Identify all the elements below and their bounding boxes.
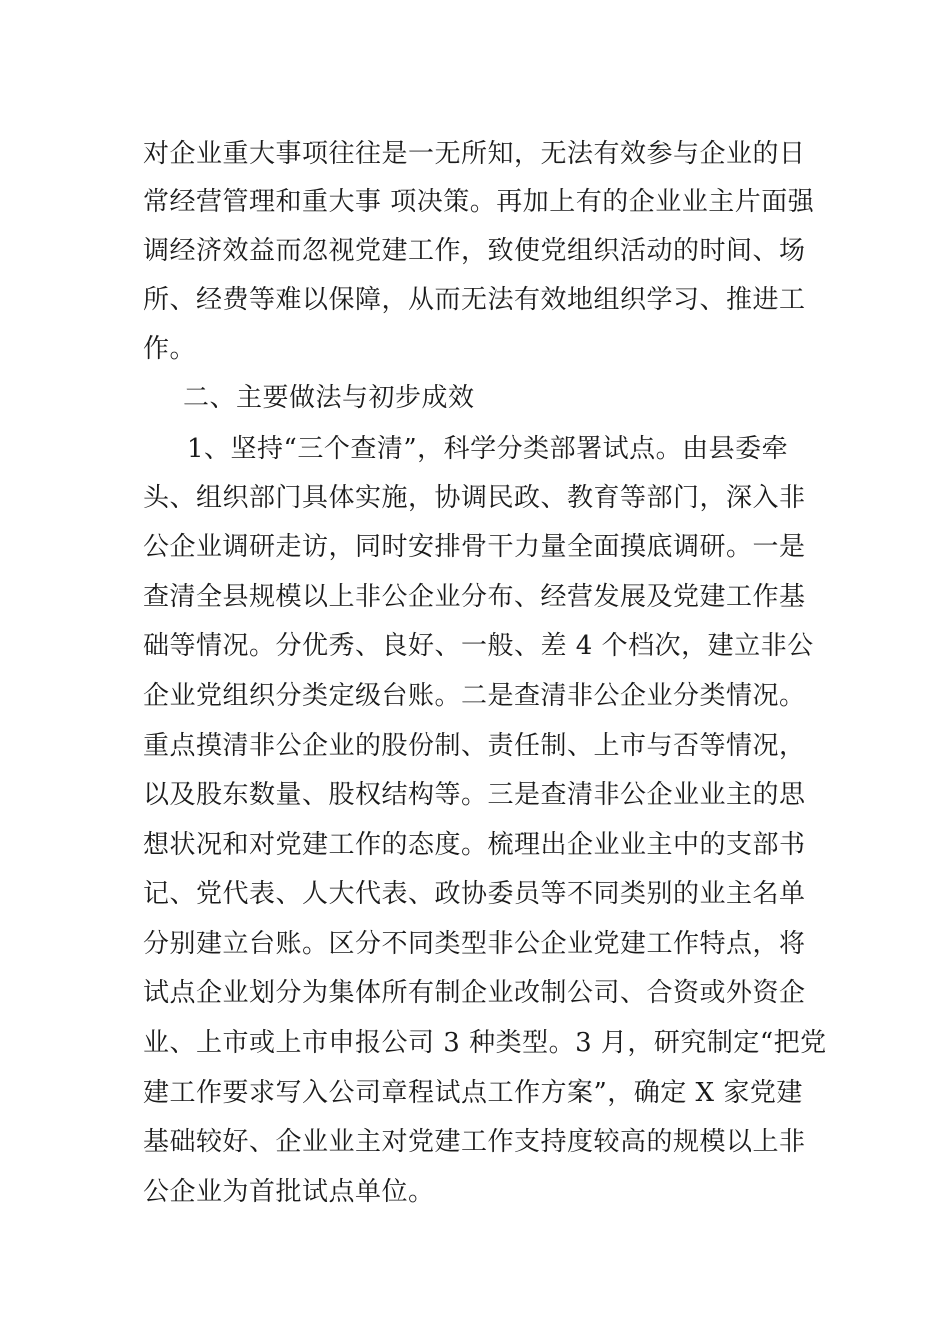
body-line: 试点企业划分为集体所有制企业改制公司、合资或外资企 bbox=[143, 978, 806, 1008]
body-line: 分别建立台账。区分不同类型非公企业党建工作特点，将 bbox=[143, 929, 806, 959]
body-line: 建工作要求写入公司章程试点工作方案”，确定 X 家党建 bbox=[143, 1078, 803, 1108]
body-line: 对企业重大事项往往是一无所知，无法有效参与企业的日 bbox=[143, 139, 806, 169]
body-line: 业、上市或上市申报公司 3 种类型。3 月，研究制定“把党 bbox=[143, 1028, 827, 1058]
body-line: 所、经费等难以保障，从而无法有效地组织学习、推进工 bbox=[143, 285, 806, 315]
body-line: 记、党代表、人大代表、政协委员等不同类别的业主名单 bbox=[143, 879, 806, 909]
section-heading: 二、主要做法与初步成效 bbox=[183, 383, 475, 413]
body-line: 公企业调研走访，同时安排骨干力量全面摸底调研。一是 bbox=[143, 532, 806, 562]
paragraph-start-line: 1、坚持“三个查清”，科学分类部署试点。由县委牵 bbox=[187, 434, 789, 464]
body-line: 企业党组织分类定级台账。二是查清非公企业分类情况。 bbox=[143, 681, 806, 711]
body-line: 公企业为首批试点单位。 bbox=[143, 1177, 435, 1207]
body-line: 想状况和对党建工作的态度。梳理出企业业主中的支部书 bbox=[143, 830, 806, 860]
body-line: 重点摸清非公企业的股份制、责任制、上市与否等情况， bbox=[143, 731, 806, 761]
body-line: 基础较好、企业业主对党建工作支持度较高的规模以上非 bbox=[143, 1127, 806, 1157]
body-line: 调经济效益而忽视党建工作，致使党组织活动的时间、场 bbox=[143, 236, 806, 266]
body-line: 头、组织部门具体实施，协调民政、教育等部门，深入非 bbox=[143, 483, 806, 513]
body-line: 常经营管理和重大事 项决策。再加上有的企业业主片面强 bbox=[143, 187, 815, 217]
body-line: 以及股东数量、股权结构等。三是查清非公企业业主的思 bbox=[143, 780, 806, 810]
body-line: 础等情况。分优秀、良好、一般、差 4 个档次，建立非公 bbox=[143, 631, 814, 661]
body-line: 查清全县规模以上非公企业分布、经营发展及党建工作基 bbox=[143, 582, 806, 612]
body-line: 作。 bbox=[143, 334, 197, 364]
